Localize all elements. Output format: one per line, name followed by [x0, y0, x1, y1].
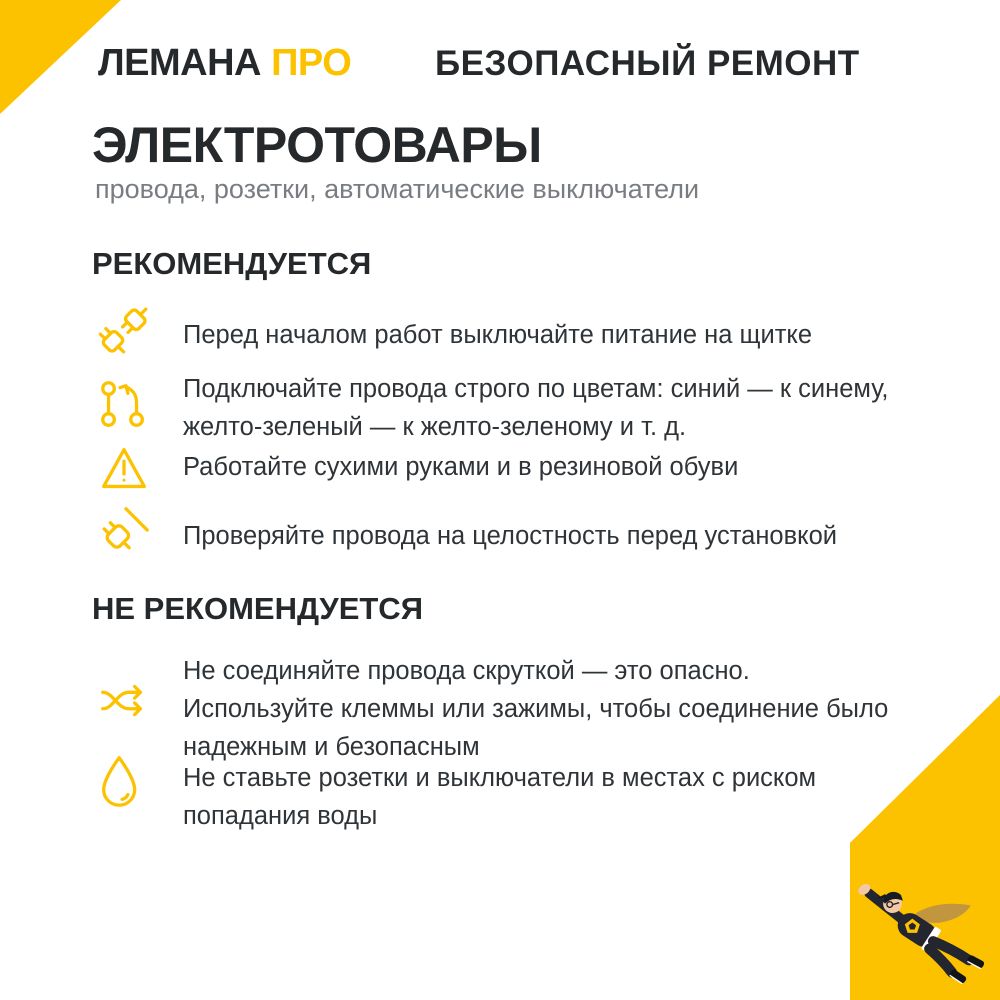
not-recommended-item-text [183, 652, 923, 766]
item-text-line: Используйте клеммы или зажимы, чтобы соединение было [183, 695, 889, 723]
item-text-line: попадания воды [183, 802, 378, 830]
item-text-line: Перед началом работ выключайте питание на щитке [183, 321, 812, 349]
water-drop-icon [95, 752, 153, 810]
recommended-item-text [183, 370, 923, 446]
item-text-line: надежным и безопасным [183, 733, 480, 761]
recommended-item-text [183, 316, 923, 354]
brand-logo [98, 42, 351, 85]
not-recommended-item-text [183, 759, 923, 835]
warning-triangle-icon [95, 441, 153, 499]
flying-character-illustration [842, 864, 994, 996]
page-title: ЭЛЕКТРОТОВАРЫ [92, 117, 542, 173]
header-title: БЕЗОПАСНЫЙ РЕМОНТ [435, 44, 860, 83]
logo-accent: ПРО [271, 42, 352, 84]
unplugged-connectors-icon [95, 302, 153, 360]
item-text-line: Не ставьте розетки и выключатели в местах с риском [183, 764, 817, 792]
wire-colors-compare-icon [95, 376, 153, 434]
recommended-heading: РЕКОМЕНДУЕТСЯ [92, 246, 372, 281]
item-text-line: Подключайте провода строго по цветам: синий — к синему, [183, 375, 889, 403]
plug-integrity-icon [95, 502, 153, 560]
item-text-line: Не соединяйте провода скруткой — это опасно. [183, 657, 750, 685]
not-recommended-heading: НЕ РЕКОМЕНДУЕТСЯ [92, 591, 423, 626]
item-text-line: желто-зеленый — к желто-зеленому и т. д. [183, 413, 687, 441]
recommended-item-text [183, 448, 923, 486]
item-text-line: Проверяйте провода на целостность перед установкой [183, 522, 838, 550]
shuffle-arrows-icon [95, 672, 153, 730]
logo-text: ЛЕМАНА [98, 42, 261, 84]
page-subtitle: провода, розетки, автоматические выключатели [95, 174, 700, 204]
item-text-line: Работайте сухими руками и в резиновой обуви [183, 453, 739, 481]
recommended-item-text [183, 517, 923, 555]
